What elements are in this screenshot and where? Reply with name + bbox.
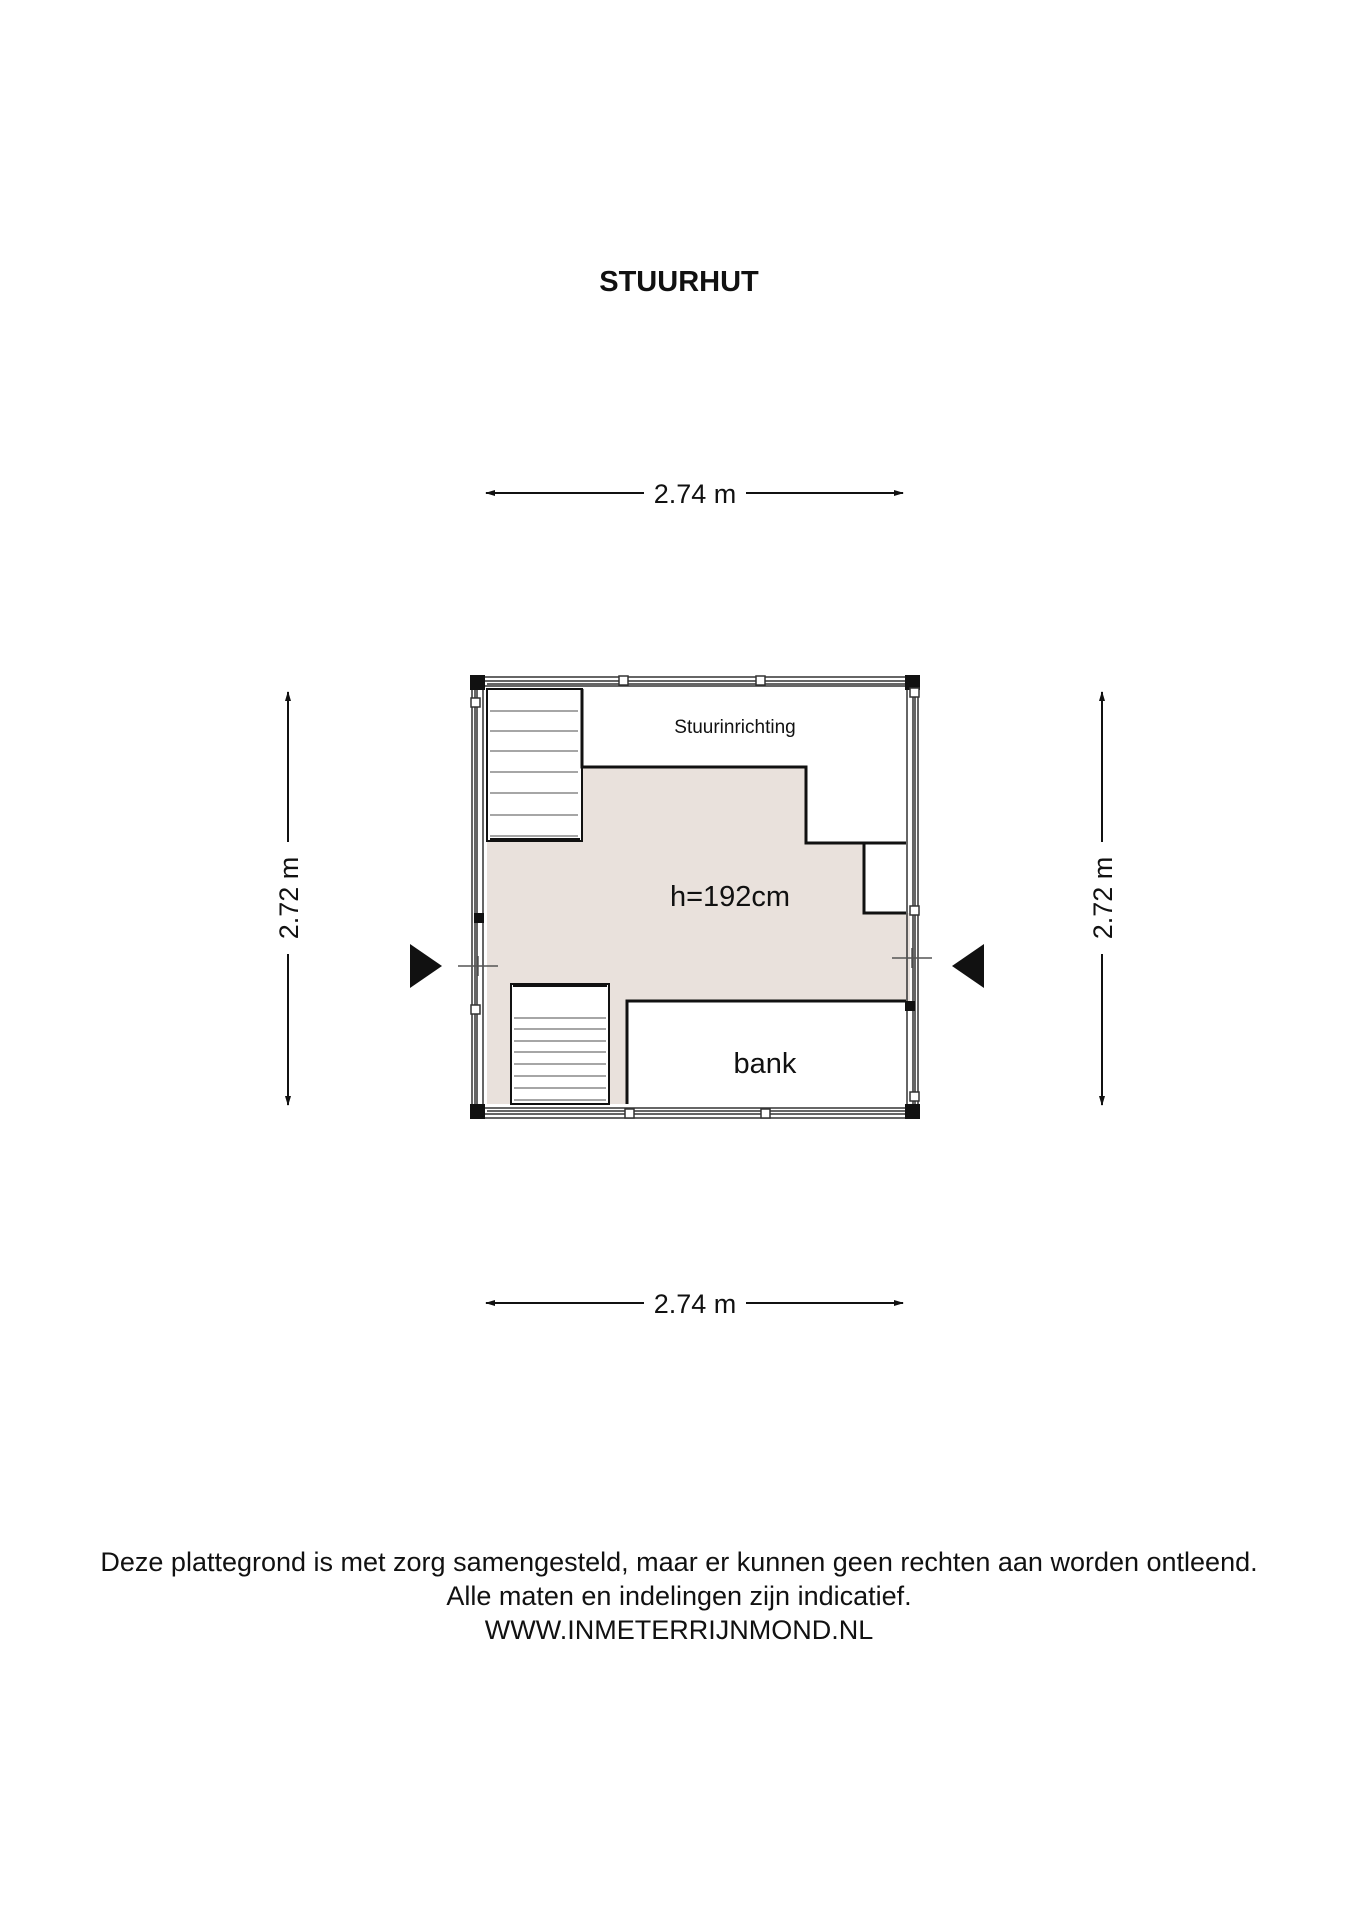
entrance-left-arrow-icon — [410, 944, 442, 988]
entrance-right-arrow-icon — [952, 944, 984, 988]
disclaimer-line-2: Alle maten en indelingen zijn indicatief. — [446, 1581, 912, 1611]
dimension-right — [1088, 692, 1118, 1105]
dimension-top-label: 2.74 m — [653, 479, 737, 509]
website-link: WWW.INMETERRIJNMOND.NL — [484, 1615, 874, 1645]
dimension-left — [274, 692, 304, 1105]
dimension-left-label: 2.72 m — [274, 856, 304, 940]
dimension-bottom-label: 2.74 m — [653, 1289, 737, 1319]
stair-upper — [487, 689, 582, 841]
room-height-label: h=192cm — [669, 881, 791, 913]
entrance-left — [410, 944, 498, 988]
dimension-right-label: 2.72 m — [1088, 856, 1118, 940]
disclaimer-line-1: Deze plattegrond is met zorg samengesteld, maar er kunnen geen rechten aan worden ontleend. — [100, 1547, 1258, 1577]
dimension-bottom — [486, 1289, 903, 1319]
room-label-bench: bank — [733, 1048, 797, 1080]
cabinet-outline — [864, 843, 906, 913]
room-label-steering: Stuurinrichting — [674, 717, 796, 738]
dimension-top — [486, 479, 903, 509]
stair-lower — [511, 984, 609, 1104]
disclaimer — [0, 1545, 1358, 1647]
page-title: STUURHUT — [599, 266, 759, 298]
